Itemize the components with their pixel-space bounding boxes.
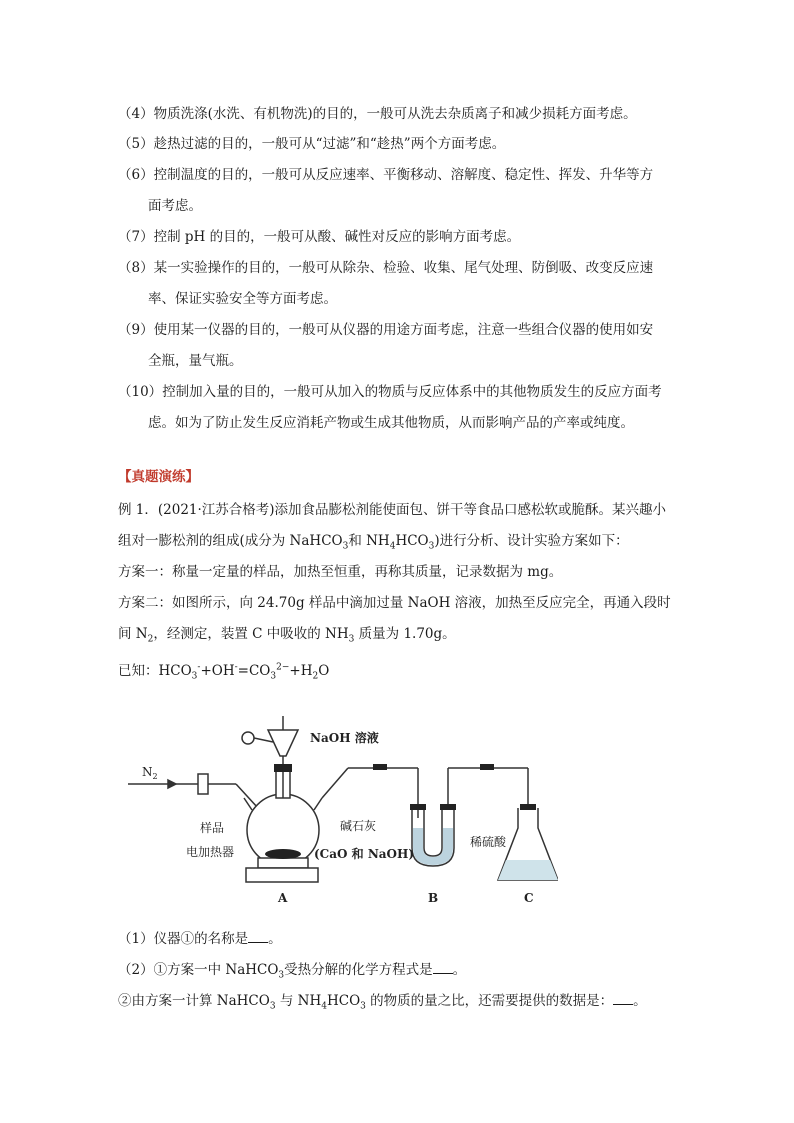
outlet-tube-a: [322, 768, 348, 798]
plan-two-line-1: 方案二：如图所示，向 24.70g 样品中滴加过量 NaOH 溶液，加热至反应完全，再通入段时: [118, 595, 671, 611]
electric-heater: [246, 868, 318, 882]
funnel-handle: [254, 738, 273, 742]
stopper-b-left: [410, 804, 426, 810]
label-soda-lime: 碱石灰: [340, 819, 377, 833]
dilute-acid-liquid: [498, 860, 558, 880]
section-heading: 【真题演练】: [118, 469, 199, 485]
label-b: B: [428, 891, 439, 905]
stopper-center: [274, 764, 292, 772]
tip-item-6: （6）控制温度的目的，一般可从反应速率、平衡移动、溶解度、稳定性、挥发、升华等方: [118, 167, 654, 183]
tip-item-6-cont: 面考虑。: [148, 198, 202, 214]
tip-item-5: （5）趁热过滤的目的，一般可从“过滤”和“趁热”两个方面考虑。: [118, 136, 506, 152]
label-dilute-acid: 稀硫酸: [470, 835, 507, 849]
sample-granules: [265, 849, 301, 859]
question-1: （1）仪器①的名称是 。: [118, 931, 282, 947]
stopper-b-right: [440, 804, 456, 810]
label-a: A: [278, 891, 288, 905]
tip-item-4: （4）物质洗涤(水洗、有机物洗)的目的，一般可从洗去杂质离子和减少损耗方面考虑。: [118, 106, 637, 122]
example-line-1: 例 1．(2021·江苏合格考)添加食品膨松剂能使面包、饼干等食品口感松软或脆酥。某兴趣小: [118, 502, 667, 518]
apparatus-diagram: [128, 708, 558, 908]
known-equation: 已知：$HCO_3^-+OH^-=CO_3^{2-}+H_2O$: [118, 662, 330, 682]
tip-item-9: （9）使用某一仪器的目的，一般可从仪器的用途方面考虑，注意一些组合仪器的使用如安: [118, 322, 654, 338]
inlet-angled-tube: [236, 784, 258, 808]
label-heater: 电加热器: [186, 845, 235, 859]
stopper-c: [520, 804, 536, 810]
example-line-2: 组对一膨松剂的组成(成分为 NaHCO$_3$和 $NH_4HCO_3$)进行分析、设计实验方案如下：: [118, 533, 629, 552]
flask-right-neck: [314, 798, 322, 810]
connector-1: [373, 764, 387, 770]
tip-item-7: （7）控制 pH 的目的，一般可从酸、碱性对反应的影响方面考虑。: [118, 229, 521, 245]
answer-blank-2[interactable]: [433, 960, 453, 974]
tip-item-10: （10）控制加入量的目的，一般可从加入的物质与反应体系中的其他物质发生的反应方面考: [118, 384, 662, 400]
funnel-stopcock: [242, 732, 254, 744]
label-n2: $N_2$: [142, 765, 158, 781]
connector-2: [480, 764, 494, 770]
tip-item-9-cont: 全瓶，量气瓶。: [148, 353, 243, 369]
label-sample: 样品: [200, 821, 225, 835]
heater-plate: [258, 858, 308, 868]
label-soda-lime-comp: (CaO 和 NaOH): [314, 847, 415, 861]
label-naoh-solution: NaOH 溶液: [310, 731, 379, 745]
u-tube-inner: [424, 808, 442, 856]
answer-blank-1[interactable]: [248, 929, 268, 943]
plan-two-line-2: 间 $N_2$，经测定，装置 C 中吸收的 $NH_3$ 质量为 1.70g。: [118, 626, 456, 645]
plan-one: 方案一：称量一定量的样品，加热至恒重，再称其质量，记录数据为 mg。: [118, 564, 563, 580]
tip-item-8-cont: 率、保证实验安全等方面考虑。: [148, 291, 337, 307]
soda-lime-fill: [413, 828, 453, 865]
tip-item-8: （8）某一实验操作的目的，一般可从除杂、检验、收集、尾气处理、防倒吸、改变反应速: [118, 260, 654, 276]
tip-item-10-cont: 虑。如为了防止发生反应消耗产物或生成其他物质，从而影响产品的产率或纯度。: [148, 415, 634, 431]
label-c: C: [524, 891, 534, 905]
dropping-funnel: [268, 730, 298, 756]
inlet-stopcock: [198, 774, 208, 794]
answer-blank-3[interactable]: [613, 991, 633, 1005]
question-2: （2）①方案一中 NaHCO$_3$受热分解的化学方程式是 。: [118, 962, 467, 981]
question-3: ②由方案一计算 NaHCO$_3$ 与 $NH_4HCO_3$ 的物质的量之比，还需要提供的数据是： 。: [118, 993, 647, 1012]
n2-arrow-head: [168, 780, 176, 788]
